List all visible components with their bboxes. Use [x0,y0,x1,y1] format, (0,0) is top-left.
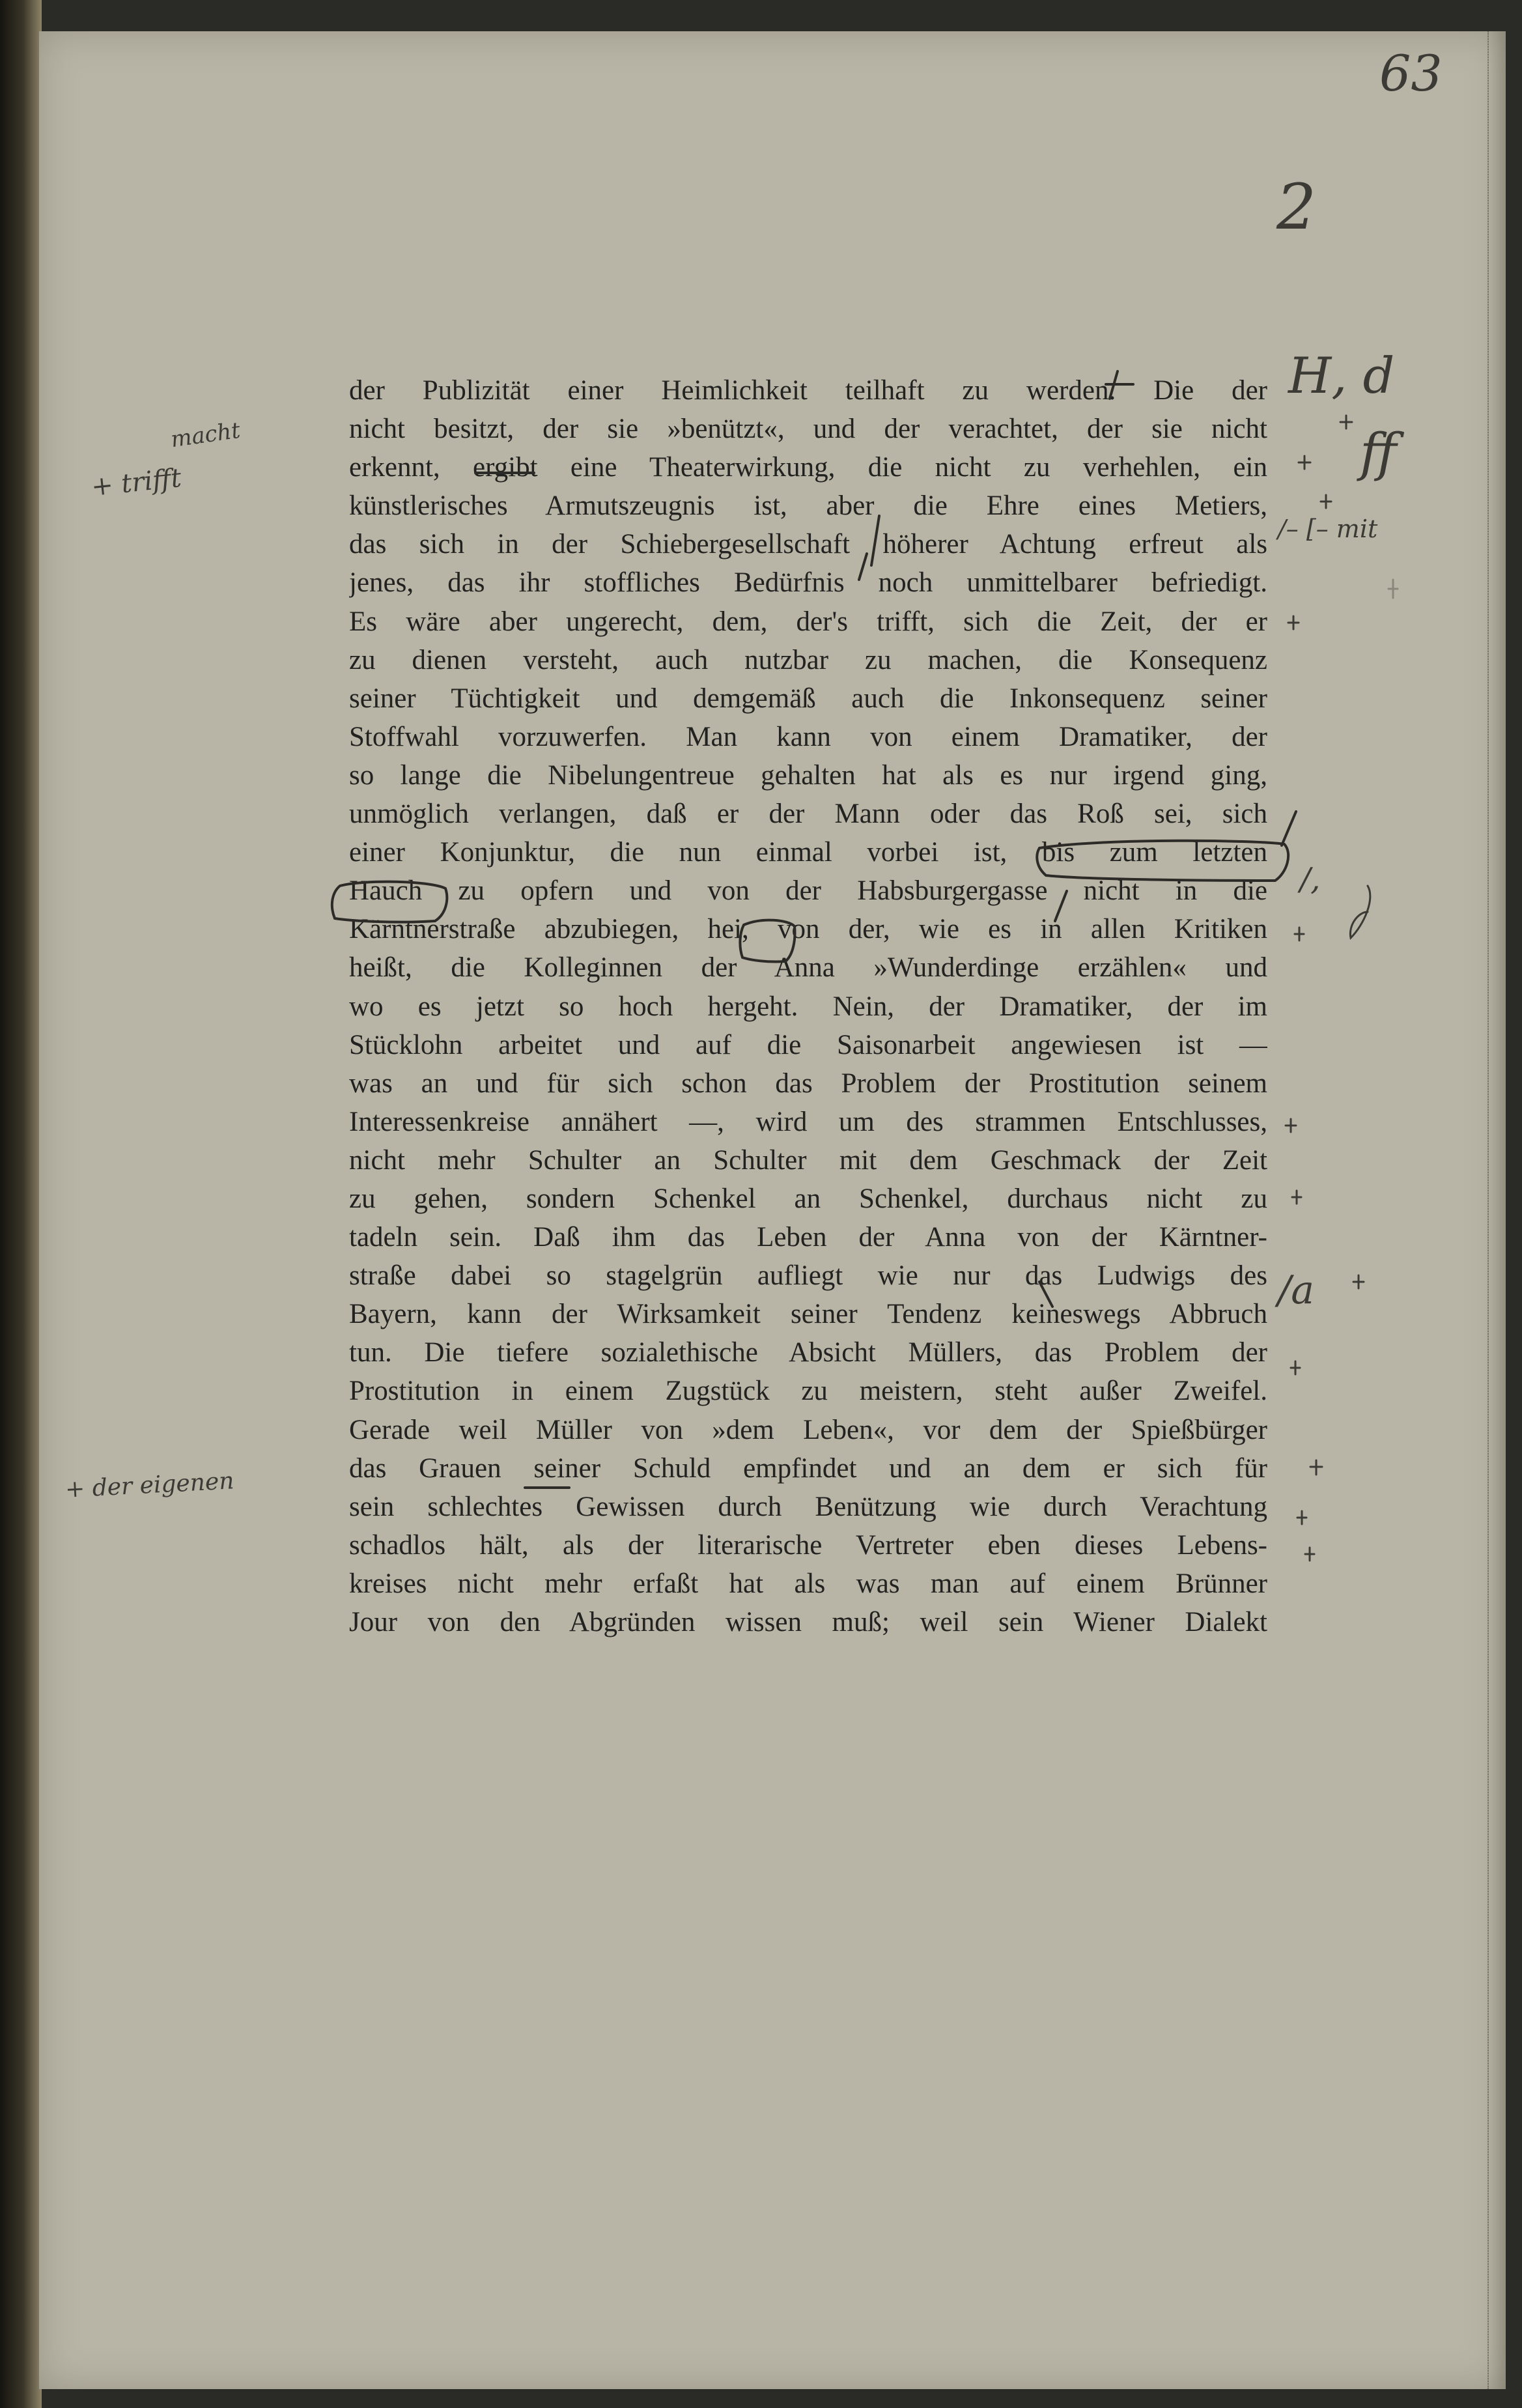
text-line: schadlos hält, als der literarische Vertreter eben dieses Lebens- [349,1529,1267,1561]
text-line: wo es jetzt so hoch hergeht. Nein, der Dramatiker, der im [349,991,1267,1022]
text-line: das Grauen seiner Schuld empfindet und an dem er sich für [349,1452,1267,1484]
text-line: jenes, das ihr stoffliches Bedürfnis noch unmittelbarer befriedigt. [349,567,1267,599]
page-edge [1487,31,1506,2389]
text-line: sein schlechtes Gewissen durch Benützung wie durch Verachtung [349,1491,1267,1522]
text-line: Kärntnerstraße abzubiegen, hei, von der, wie es in allen Kritiken [349,914,1267,945]
right-margin-annotation-5: /a [1278,1268,1314,1313]
right-margin-annotation-2: ff [1360,422,1397,483]
sheet-number-annotation: 2 [1276,171,1317,244]
right-margin-annotation-3: /– [– mit [1278,515,1378,543]
text-line: heißt, die Kolleginnen der Anna »Wunderdinge erzählen« und [349,952,1267,984]
text-line: straße dabei so stagelgrün aufliegt wie nur das Ludwigs des [349,1260,1267,1292]
text-line: unmöglich verlangen, daß er der Mann oder das Roß sei, sich [349,799,1267,830]
text-line: der Publizität einer Heimlichkeit teilhaft zu werden. Die der [349,375,1267,406]
text-line: zu dienen versteht, auch nutzbar zu machen, die Konsequenz [349,644,1267,675]
text-line: zu gehen, sondern Schenkel an Schenkel, durchaus nicht zu [349,1183,1267,1214]
text-line: tadeln sein. Daß ihm das Leben der Anna von der Kärntner- [349,1222,1267,1253]
right-margin-annotation-1: H, d [1288,347,1395,404]
text-line: was an und für sich schon das Problem der Prostitution seinem [349,1068,1267,1099]
left-margin-annotation-2: + trifft [89,462,183,503]
text-line: seiner Tüchtigkeit und demgemäß auch die Inkonsequenz seiner [349,683,1267,714]
book-spine [0,0,42,2408]
text-line: das sich in der Schiebergesellschaft höherer Achtung erfreut als [349,529,1267,560]
text-line: nicht mehr Schulter an Schulter mit dem Geschmack der Zeit [349,1144,1267,1176]
text-line: Interessenkreise annähert —, wird um des strammen Entschlusses, [349,1106,1267,1137]
body-text [349,371,1267,1641]
text-line: einer Konjunktur, die nun einmal vorbei ist, bis zum letzten [349,837,1267,868]
text-line: Stücklohn arbeitet und auf die Saisonarbeit angewiesen ist — [349,1029,1267,1060]
text-line: Gerade weil Müller von »dem Leben«, vor dem der Spießbürger [349,1414,1267,1445]
text-line: Jour von den Abgründen wissen muß; weil sein Wiener Dialekt [349,1607,1267,1637]
left-margin-annotation-1: macht [169,417,242,453]
page-number: 63 [1379,44,1443,102]
text-line: kreises nicht mehr erfaßt hat als was man auf einem Brünner [349,1568,1267,1599]
text-line: so lange die Nibelungentreue gehalten hat als es nur irgend ging, [349,759,1267,791]
text-line: Stoffwahl vorzuwerfen. Man kann von einem Dramatiker, der [349,721,1267,752]
text-line: tun. Die tiefere sozialethische Absicht Müllers, das Problem der [349,1337,1267,1368]
text-line: Bayern, kann der Wirksamkeit seiner Tendenz keineswegs Abbruch [349,1299,1267,1330]
right-margin-annotation-4: /, [1300,861,1321,898]
text-line: Es wäre aber ungerecht, dem, der's trifft, sich die Zeit, der er [349,606,1267,637]
text-line: Prostitution in einem Zugstück zu meistern, steht außer Zweifel. [349,1376,1267,1407]
left-margin-annotation-3: + der eigenen [64,1467,235,1503]
text-line: Hauch zu opfern und von der Habsburgergasse nicht in die [349,875,1267,907]
text-line: erkennt, ergibt eine Theaterwirkung, die nicht zu verhehlen, ein [349,452,1267,483]
text-line: nicht besitzt, der sie »benützt«, und der verachtet, der sie nicht [349,414,1267,445]
text-line: künstlerisches Armutszeugnis ist, aber die Ehre eines Metiers, [349,490,1267,522]
